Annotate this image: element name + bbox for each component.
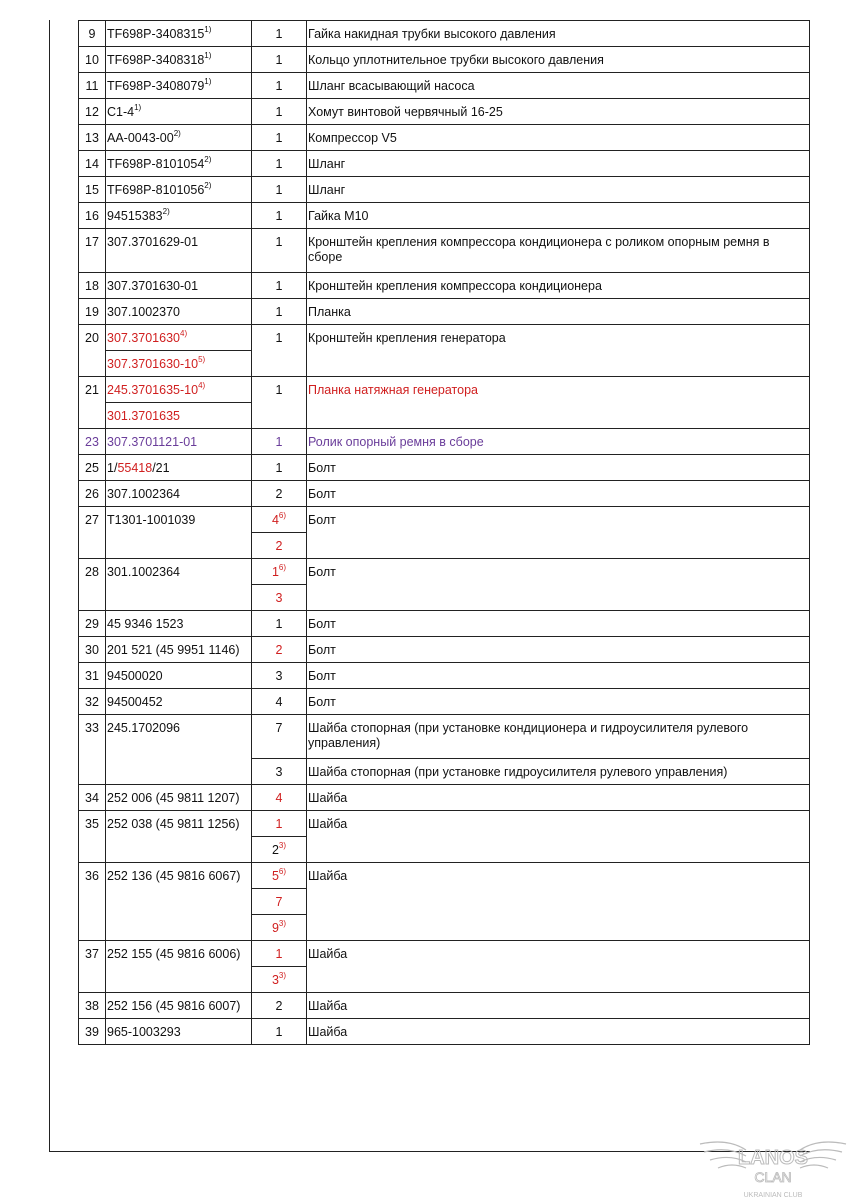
quantity: 1 (252, 177, 307, 203)
wings-logo-icon (698, 1132, 848, 1200)
quantity-alt: 2 (252, 533, 307, 559)
quantity-alt: 2$^{3)}$ (252, 837, 307, 863)
quantity: 4 (252, 689, 307, 715)
parts-table (78, 20, 810, 1045)
part-code: 252 156 (45 9816 6007) (106, 993, 252, 1019)
description: Болт (307, 689, 810, 715)
part-code: 245.3701635-10$^{4)}$ (106, 377, 252, 403)
part-code: 307.1002364 (106, 481, 252, 507)
part-code: 307.1002370 (106, 299, 252, 325)
quantity: 2 (252, 637, 307, 663)
description: Кольцо уплотнительное трубки высокого давления (307, 47, 810, 73)
quantity: 4 (252, 785, 307, 811)
row-number: 31 (79, 663, 106, 689)
quantity: 2 (252, 993, 307, 1019)
row-number: 26 (79, 481, 106, 507)
table-row (79, 811, 810, 837)
description: Шланг всасывающий насоса (307, 73, 810, 99)
row-number: 30 (79, 637, 106, 663)
part-code: TF698P-8101056$^{2)}$ (106, 177, 252, 203)
quantity-alt: 3$^{3)}$ (252, 967, 307, 993)
description: Шланг (307, 151, 810, 177)
description-alt: Шайба стопорная (при установке гидроусилителя рулевого управления) (307, 759, 810, 785)
quantity: 1 (252, 47, 307, 73)
part-code: 94500452 (106, 689, 252, 715)
table-row (79, 177, 810, 203)
part-code: 252 006 (45 9811 1207) (106, 785, 252, 811)
table-row (79, 73, 810, 99)
quantity: 1 (252, 811, 307, 837)
quantity: 1 (252, 99, 307, 125)
row-number: 10 (79, 47, 106, 73)
row-number: 15 (79, 177, 106, 203)
table-row (79, 125, 810, 151)
part-code: 245.1702096 (106, 715, 252, 785)
part-code: 1/55418/21 (106, 455, 252, 481)
part-code: 201 521 (45 9951 1146) (106, 637, 252, 663)
row-number: 17 (79, 229, 106, 273)
row-number: 37 (79, 941, 106, 993)
row-number: 21 (79, 377, 106, 429)
row-number: 23 (79, 429, 106, 455)
quantity: 1 (252, 1019, 307, 1045)
description: Ролик опорный ремня в сборе (307, 429, 810, 455)
quantity: 1 (252, 229, 307, 273)
quantity: 7 (252, 715, 307, 759)
row-number: 32 (79, 689, 106, 715)
table-row (79, 507, 810, 533)
table-row (79, 689, 810, 715)
part-code: 307.3701121-01 (106, 429, 252, 455)
description: Болт (307, 481, 810, 507)
table-row (79, 941, 810, 967)
part-code: 94500020 (106, 663, 252, 689)
quantity: 1 (252, 273, 307, 299)
row-number: 39 (79, 1019, 106, 1045)
quantity-alt: 3 (252, 759, 307, 785)
table-row (79, 663, 810, 689)
table-row (79, 863, 810, 889)
description: Кронштейн крепления генератора (307, 325, 810, 377)
quantity: 5$^{6)}$ (252, 863, 307, 889)
description: Шайба (307, 811, 810, 863)
description: Шланг (307, 177, 810, 203)
quantity: 2 (252, 481, 307, 507)
table-row (79, 429, 810, 455)
quantity: 1 (252, 429, 307, 455)
description: Шайба стопорная (при установке кондиционера и гидроусилителя рулевого управления) (307, 715, 810, 759)
table-row (79, 785, 810, 811)
part-code: 45 9346 1523 (106, 611, 252, 637)
table-row (79, 715, 810, 759)
row-number: 18 (79, 273, 106, 299)
table-row (79, 21, 810, 47)
description: Болт (307, 663, 810, 689)
description: Гайка накидная трубки высокого давления (307, 21, 810, 47)
svg-text:CLAN: CLAN (754, 1169, 792, 1185)
description: Шайба (307, 785, 810, 811)
quantity: 1 (252, 73, 307, 99)
part-code: TF698P-3408315$^{1)}$ (106, 21, 252, 47)
quantity: 1 (252, 325, 307, 377)
part-code-alt: 301.3701635 (106, 403, 252, 429)
table-row (79, 993, 810, 1019)
quantity: 1 (252, 941, 307, 967)
part-code: 94515383$^{2)}$ (106, 203, 252, 229)
part-code: 965-1003293 (106, 1019, 252, 1045)
part-code: 307.3701629-01 (106, 229, 252, 273)
part-code: 307.3701630$^{4)}$ (106, 325, 252, 351)
part-code-alt: 307.3701630-10$^{5)}$ (106, 351, 252, 377)
row-number: 20 (79, 325, 106, 377)
row-number: 9 (79, 21, 106, 47)
table-row (79, 325, 810, 351)
quantity: 1 (252, 299, 307, 325)
row-number: 25 (79, 455, 106, 481)
part-code: TF698P-8101054$^{2)}$ (106, 151, 252, 177)
description: Кронштейн крепления компрессора кондиционера (307, 273, 810, 299)
svg-text:UKRAINIAN CLUB: UKRAINIAN CLUB (743, 1192, 803, 1199)
quantity: 1 (252, 125, 307, 151)
svg-text:LANOS: LANOS (738, 1147, 808, 1169)
row-number: 27 (79, 507, 106, 559)
row-number: 16 (79, 203, 106, 229)
description: Болт (307, 507, 810, 559)
table-row (79, 559, 810, 585)
quantity: 1 (252, 455, 307, 481)
row-number: 38 (79, 993, 106, 1019)
part-code: TF698P-3408318$^{1)}$ (106, 47, 252, 73)
row-number: 34 (79, 785, 106, 811)
part-code: 252 155 (45 9816 6006) (106, 941, 252, 993)
description: Гайка М10 (307, 203, 810, 229)
table-row (79, 455, 810, 481)
row-number: 14 (79, 151, 106, 177)
description: Хомут винтовой червячный 16-25 (307, 99, 810, 125)
quantity-alt: 7 (252, 889, 307, 915)
quantity: 3 (252, 663, 307, 689)
table-row (79, 637, 810, 663)
part-code: C1-4$^{1)}$ (106, 99, 252, 125)
part-code: 301.1002364 (106, 559, 252, 611)
quantity: 4$^{6)}$ (252, 507, 307, 533)
description: Болт (307, 455, 810, 481)
description: Планка (307, 299, 810, 325)
part-code: 307.3701630-01 (106, 273, 252, 299)
description: Шайба (307, 863, 810, 941)
quantity: 1 (252, 377, 307, 429)
table-row (79, 229, 810, 273)
table-row (79, 151, 810, 177)
part-code: 252 038 (45 9811 1256) (106, 811, 252, 863)
row-number: 11 (79, 73, 106, 99)
table-row (79, 611, 810, 637)
row-number: 13 (79, 125, 106, 151)
table-row (79, 377, 810, 403)
quantity: 1 (252, 21, 307, 47)
description: Шайба (307, 993, 810, 1019)
quantity: 1 (252, 151, 307, 177)
part-code: 252 136 (45 9816 6067) (106, 863, 252, 941)
table-row (79, 203, 810, 229)
description: Болт (307, 637, 810, 663)
row-number: 33 (79, 715, 106, 785)
row-number: 19 (79, 299, 106, 325)
table-row (79, 99, 810, 125)
row-number: 28 (79, 559, 106, 611)
part-code: T1301-1001039 (106, 507, 252, 559)
quantity-alt: 3 (252, 585, 307, 611)
description: Болт (307, 611, 810, 637)
description: Кронштейн крепления компрессора кондиционера с роликом опорным ремня в сборе (307, 229, 810, 273)
row-number: 35 (79, 811, 106, 863)
table-row (79, 273, 810, 299)
description: Компрессор V5 (307, 125, 810, 151)
quantity-alt: 9$^{3)}$ (252, 915, 307, 941)
part-code: AA-0043-00$^{2)}$ (106, 125, 252, 151)
row-number: 36 (79, 863, 106, 941)
table-row (79, 1019, 810, 1045)
description: Шайба (307, 941, 810, 993)
description: Болт (307, 559, 810, 611)
row-number: 29 (79, 611, 106, 637)
quantity: 1 (252, 203, 307, 229)
part-code: TF698P-3408079$^{1)}$ (106, 73, 252, 99)
description: Планка натяжная генератора (307, 377, 810, 429)
description: Шайба (307, 1019, 810, 1045)
table-row (79, 47, 810, 73)
table-row (79, 481, 810, 507)
row-number: 12 (79, 99, 106, 125)
lanos-clan-watermark (698, 1132, 848, 1200)
quantity: 1$^{6)}$ (252, 559, 307, 585)
quantity: 1 (252, 611, 307, 637)
table-row (79, 299, 810, 325)
